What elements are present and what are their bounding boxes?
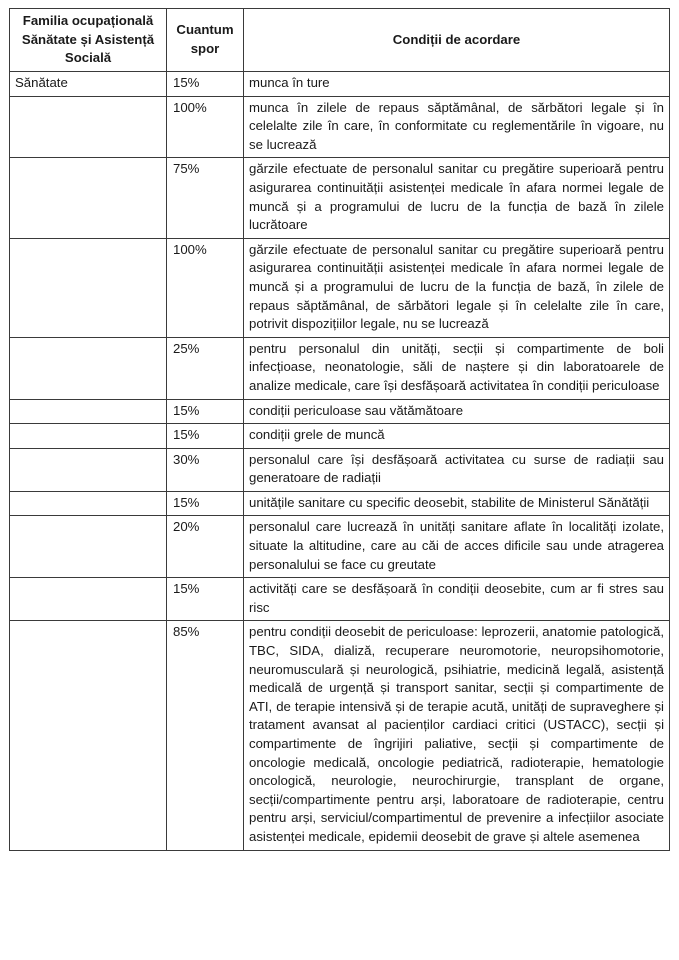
- spor-cell: 25%: [167, 337, 244, 399]
- family-cell: [10, 578, 167, 621]
- spor-cell: 20%: [167, 516, 244, 578]
- table-body: [10, 72, 670, 851]
- conditie-cell: personalul care lucrează în unități sanitare aflate în localități izolate, situate la altitudine, care au căi de acces dificile sau unde atragerea personalului se face cu greutate: [244, 516, 670, 578]
- family-cell: [10, 424, 167, 449]
- header-spor: Cuantum spor: [167, 9, 244, 72]
- spor-cell: 100%: [167, 238, 244, 337]
- spor-cell: 15%: [167, 72, 244, 97]
- table-row: [10, 96, 670, 158]
- table-row: [10, 72, 670, 97]
- family-cell: [10, 96, 167, 158]
- header-family: Familia ocupațională Sănătate și Asistență Socială: [10, 9, 167, 72]
- spor-cell: 15%: [167, 424, 244, 449]
- family-cell: [10, 158, 167, 238]
- table-header-row: [10, 9, 670, 72]
- family-cell: [10, 399, 167, 424]
- spor-cell: 100%: [167, 96, 244, 158]
- conditie-cell: munca în zilele de repaus săptămânal, de sărbători legale și în celelalte zile în care, în conformitate cu reglementările în vigoare, nu se lucrează: [244, 96, 670, 158]
- conditie-cell: gărzile efectuate de personalul sanitar cu pregătire superioară pentru asigurarea continuității asistenței medicale în afara normei legale de muncă și a programului de lucru de la funcția de bază în zilele lucrătoare: [244, 158, 670, 238]
- family-cell: Sănătate: [10, 72, 167, 97]
- spor-cell: 15%: [167, 399, 244, 424]
- spor-cell: 75%: [167, 158, 244, 238]
- table-row: [10, 621, 670, 850]
- conditie-cell: munca în ture: [244, 72, 670, 97]
- conditie-cell: pentru condiții deosebit de periculoase: leprozerii, anatomie patologică, TBC, SIDA, dializă, recuperare neuromotorie, neuropsihomotorie, neuromusculară și neurologică, psihiatrie, medicină legală, asistență medicală de urgență și transport sanitar, secții și compartimente de ATI, de terapie intensivă și de terapie acută, unități de supraveghere și tratament avansat al pacienților cardiaci critici (USTACC), secții și compartimente de îngrijiri paliative, secții și compartimente de oncologie medicală, oncologie pediatrică, radioterapie, hematologie oncologică, neurologie, neurochirurgie, transplant de organe, secții/compartimente pentru arși, laboratoare de radioterapie, centru pentru arși, serviciul/compartimentul de prevenire a infecțiilor asociate asistenței medicale, epidemii deosebit de grave și altele asemenea: [244, 621, 670, 850]
- conditie-cell: activități care se desfășoară în condiții deosebite, cum ar fi stres sau risc: [244, 578, 670, 621]
- spor-cell: 85%: [167, 621, 244, 850]
- table-row: [10, 337, 670, 399]
- header-conditii: Condiții de acordare: [244, 9, 670, 72]
- table-row: [10, 238, 670, 337]
- spor-cell: 15%: [167, 578, 244, 621]
- conditie-cell: condiții grele de muncă: [244, 424, 670, 449]
- table-row: [10, 399, 670, 424]
- family-cell: [10, 238, 167, 337]
- family-cell: [10, 491, 167, 516]
- table-row: [10, 424, 670, 449]
- table-row: [10, 158, 670, 238]
- conditie-cell: pentru personalul din unități, secții și compartimente de boli infecțioase, neonatologie, săli de naștere și din laboratoarele de analize medicale, care își desfășoară activitatea în condiții periculoase: [244, 337, 670, 399]
- family-cell: [10, 448, 167, 491]
- conditie-cell: gărzile efectuate de personalul sanitar cu pregătire superioară pentru asigurarea continuității asistenței medicale în afara normei legale de muncă și a programului de lucru de la funcția de bază, în zilele de repaus săptămânal, de sărbători legale și în celelalte zile în care, potrivit dispozițiilor legale, nu se lucrează: [244, 238, 670, 337]
- conditie-cell: condiții periculoase sau vătămătoare: [244, 399, 670, 424]
- spor-table: [9, 8, 670, 851]
- table-row: [10, 578, 670, 621]
- conditie-cell: unitățile sanitare cu specific deosebit, stabilite de Ministerul Sănătății: [244, 491, 670, 516]
- spor-cell: 30%: [167, 448, 244, 491]
- spor-cell: 15%: [167, 491, 244, 516]
- conditie-cell: personalul care își desfășoară activitatea cu surse de radiații sau generatoare de radiații: [244, 448, 670, 491]
- family-cell: [10, 516, 167, 578]
- family-cell: [10, 621, 167, 850]
- table-row: [10, 491, 670, 516]
- family-cell: [10, 337, 167, 399]
- table-row: [10, 516, 670, 578]
- table-row: [10, 448, 670, 491]
